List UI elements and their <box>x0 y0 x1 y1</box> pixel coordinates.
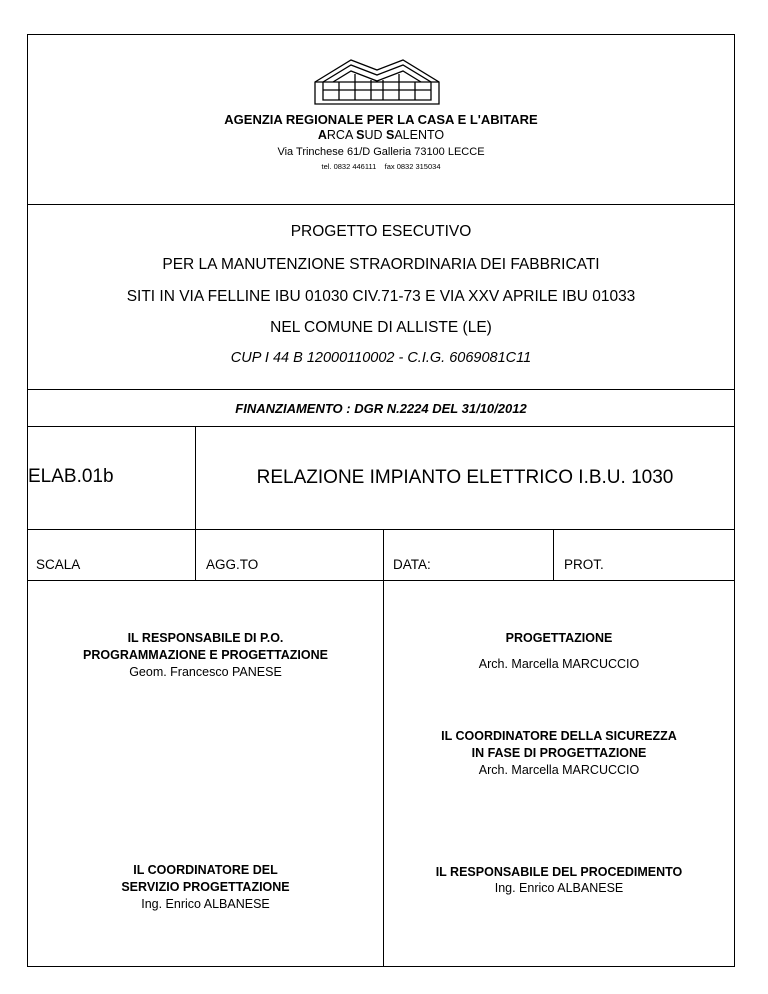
data-label: DATA: <box>393 557 431 572</box>
agg-label: AGG.TO <box>206 557 259 572</box>
responsabile-po-title-1: IL RESPONSABILE DI P.O. <box>127 631 284 645</box>
coordinatore-sicurezza-person: Arch. Marcella MARCUCCIO <box>478 763 640 777</box>
document-title: RELAZIONE IMPIANTO ELETTRICO I.B.U. 1030 <box>256 467 674 488</box>
divider-financing <box>28 426 734 427</box>
agency-address: Via Trinchese 61/D Galleria 73100 LECCE <box>277 146 485 158</box>
agency-phone: tel. 0832 446111 <box>321 162 377 171</box>
agency-acronym <box>28 128 734 142</box>
coordinatore-servizio-title-1: IL COORDINATORE DEL <box>133 863 278 877</box>
acronym-rest: RCA <box>326 128 357 142</box>
agency-name: AGENZIA REGIONALE PER LA CASA E L'ABITARE <box>224 112 538 127</box>
project-line-1: PROGETTO ESECUTIVO <box>290 223 472 240</box>
responsabile-po-person: Geom. Francesco PANESE <box>129 665 282 679</box>
acronym-rest: ALENTO <box>394 128 445 142</box>
page-frame <box>27 34 735 967</box>
agency-logo-icon <box>311 56 443 106</box>
project-line-2: PER LA MANUTENZIONE STRAORDINARIA DEI FABBRICATI <box>162 256 600 273</box>
progettazione-person: Arch. Marcella MARCUCCIO <box>478 657 640 671</box>
divider-code-title <box>195 426 196 580</box>
responsabile-procedimento-title: IL RESPONSABILE DEL PROCEDIMENTO <box>435 865 683 879</box>
acronym-rest: UD <box>364 128 386 142</box>
document-code: ELAB.01b <box>28 466 114 487</box>
project-line-3: SITI IN VIA FELLINE IBU 01030 CIV.71-73 E VIA XXV APRILE IBU 01033 <box>126 288 636 305</box>
divider-data-prot <box>553 529 554 580</box>
responsabile-po-title-2: PROGRAMMAZIONE E PROGETTAZIONE <box>83 648 328 662</box>
agency-contacts <box>28 162 734 171</box>
project-line-4: NEL COMUNE DI ALLISTE (LE) <box>270 319 492 336</box>
coordinatore-servizio-person: Ing. Enrico ALBANESE <box>141 897 270 911</box>
divider-meta <box>28 580 734 581</box>
scala-label: SCALA <box>36 557 81 572</box>
divider-project <box>28 389 734 390</box>
coordinatore-servizio-title-2: SERVIZIO PROGETTAZIONE <box>121 880 290 894</box>
divider-header <box>28 204 734 205</box>
financing-label: FINANZIAMENTO : DGR N.2224 DEL 31/10/2012 <box>235 401 527 416</box>
acronym-letter: S <box>356 128 365 142</box>
coordinatore-sicurezza-title-1: IL COORDINATORE DELLA SICUREZZA <box>441 729 677 743</box>
acronym-letter: A <box>317 128 327 142</box>
acronym-letter: S <box>385 128 395 142</box>
progettazione-title: PROGETTAZIONE <box>505 631 613 645</box>
agency-fax: fax 0832 315034 <box>384 162 441 171</box>
responsabile-procedimento-person: Ing. Enrico ALBANESE <box>494 881 624 895</box>
coordinatore-sicurezza-title-2: IN FASE DI PROGETTAZIONE <box>471 746 647 760</box>
project-codes: CUP I 44 B 12000110002 - C.I.G. 6069081C11 <box>230 350 532 366</box>
divider-title <box>28 529 734 530</box>
prot-label: PROT. <box>564 557 604 572</box>
